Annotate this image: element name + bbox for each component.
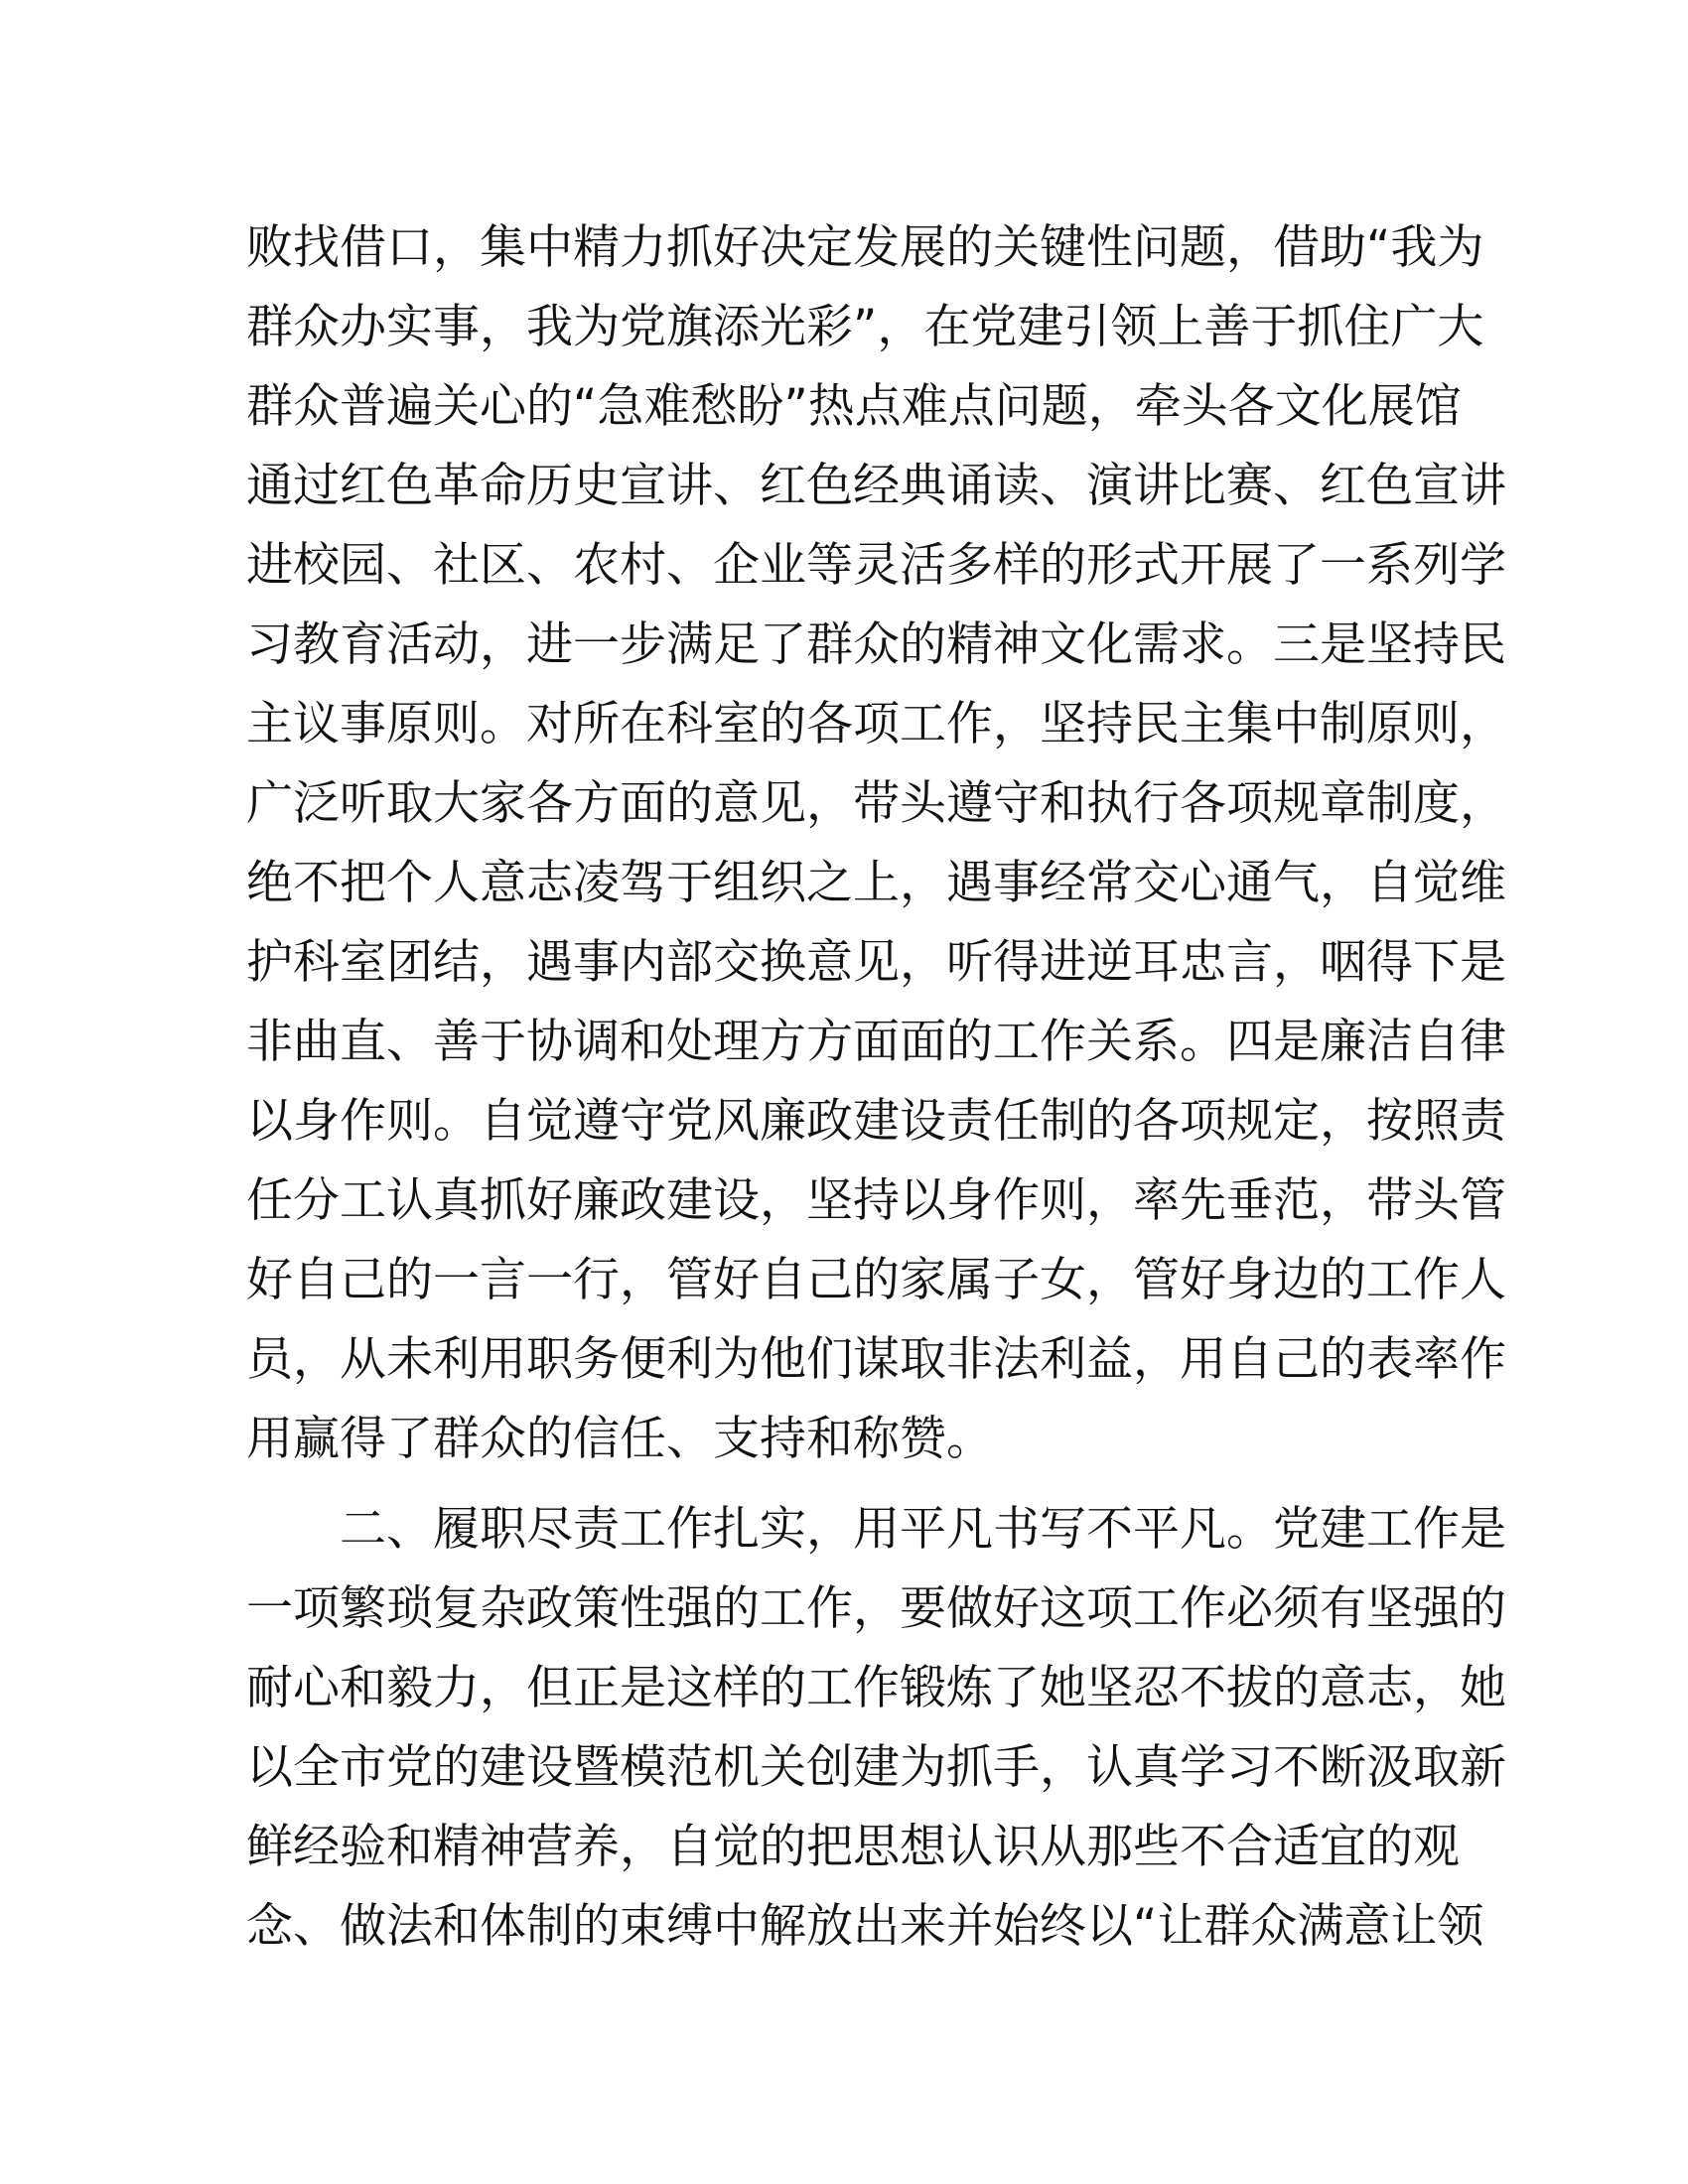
text-line: 非曲直、善于协调和处理方方面面的工作关系。四是廉洁自律 bbox=[246, 1015, 1506, 1069]
text-line: 绝不把个人意志凌驾于组织之上，遇事经常交心通气，自觉维 bbox=[246, 856, 1506, 910]
text-line: 以全市党的建设暨模范机关创建为抓手，认真学习不断汲取新 bbox=[246, 1740, 1506, 1795]
text-line: 员，从未利用职务便利为他们谋取非法利益，用自己的表率作 bbox=[246, 1332, 1506, 1387]
body-text bbox=[246, 208, 1506, 1967]
text-line: 念、做法和体制的束缚中解放出来并始终以“让群众满意让领 bbox=[246, 1899, 1484, 1954]
text-line: 任分工认真抓好廉政建设，坚持以身作则，率先垂范，带头管 bbox=[246, 1173, 1506, 1228]
text-line: 败找借口，集中精力抓好决定发展的关键性问题，借助“我为 bbox=[246, 220, 1484, 275]
paragraph-1 bbox=[246, 208, 1506, 1479]
text-line: 好自己的一言一行，管好自己的家属子女，管好身边的工作人 bbox=[246, 1253, 1506, 1307]
text-line: 群众办实事，我为党旗添光彩”，在党建引领上善于抓住广大 bbox=[246, 300, 1484, 354]
text-line: 一项繁琐复杂政策性强的工作，要做好这项工作必须有坚强的 bbox=[246, 1581, 1506, 1636]
text-line: 用赢得了群众的信任、支持和称赞。 bbox=[246, 1412, 993, 1466]
text-line: 进校园、社区、农村、企业等灵活多样的形式开展了一系列学 bbox=[246, 538, 1506, 593]
paragraph-2 bbox=[246, 1490, 1506, 1967]
text-line: 以身作则。自觉遵守党风廉政建设责任制的各项规定，按照责 bbox=[246, 1094, 1506, 1149]
text-line: 护科室团结，遇事内部交换意见，听得进逆耳忠言，咽得下是 bbox=[246, 935, 1506, 990]
text-line: 习教育活动，进一步满足了群众的精神文化需求。三是坚持民 bbox=[246, 617, 1506, 672]
paragraph-gap bbox=[246, 1479, 1438, 1490]
text-line: 耐心和毅力，但正是这样的工作锻炼了她坚忍不拔的意志，她 bbox=[246, 1661, 1506, 1715]
text-line: 通过红色革命历史宣讲、红色经典诵读、演讲比赛、红色宣讲 bbox=[246, 459, 1506, 513]
text-line: 群众普遍关心的“急难愁盼”热点难点问题，牵头各文化展馆 bbox=[246, 379, 1462, 434]
text-line: 鲜经验和精神营养，自觉的把思想认识从那些不合适宜的观 bbox=[246, 1820, 1460, 1874]
text-line: 二、履职尽责工作扎实，用平凡书写不平凡。党建工作是 bbox=[340, 1502, 1506, 1557]
text-line: 广泛听取大家各方面的意见，带头遵守和执行各项规章制度， bbox=[246, 776, 1506, 831]
text-line: 主议事原则。对所在科室的各项工作，坚持民主集中制原则， bbox=[246, 697, 1506, 751]
